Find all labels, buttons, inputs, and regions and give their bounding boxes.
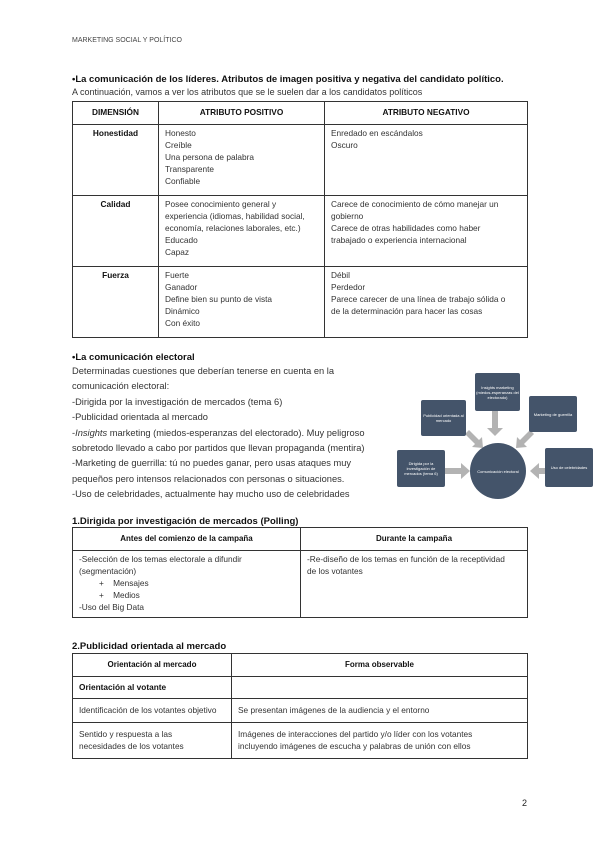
cell-line: -Uso del Big Data xyxy=(79,601,145,612)
negative-cell xyxy=(325,125,528,196)
cell-line: Ganador xyxy=(165,281,198,292)
text-line: -Marketing de guerrilla: tú no puedes ganar, pero usas ataques muy xyxy=(72,458,352,469)
insights-em: Insights xyxy=(75,427,108,438)
positive-cell xyxy=(159,125,325,196)
col-header: ATRIBUTO NEGATIVO xyxy=(325,102,528,125)
cell-line: Sentido y respuesta a las xyxy=(79,728,173,739)
cell-line: Carece de otras habilidades como haber xyxy=(331,222,481,233)
cell-line: gobierno xyxy=(331,210,364,221)
cell-line: Con éxito xyxy=(165,317,201,328)
cell-line: incluyendo imágenes de escucha y palabras de unión con ellos xyxy=(238,740,471,751)
page-number: 2 xyxy=(522,798,528,808)
cell-line: Enredado en escándalos xyxy=(331,128,423,138)
diagram-node-publicidad: Publicidad orientada al mercado xyxy=(421,400,466,436)
cell-line: necesidades de los votantes xyxy=(79,740,184,751)
diagram-node-celebridades: Uso de celebridades xyxy=(545,448,593,487)
attributes-table xyxy=(72,101,528,338)
electoral-text xyxy=(72,364,392,503)
bullet-item: + Mensajes xyxy=(99,577,149,588)
section-title-publicidad: 2.Publicidad orientada al mercado xyxy=(72,641,227,652)
cell-line: Perdedor xyxy=(331,281,366,292)
section-title-polling: 1.Dirigida por investigación de mercados (Polling) xyxy=(72,516,299,527)
cell-line: de los votantes xyxy=(307,565,363,576)
dimension-cell: Honestidad xyxy=(73,125,159,196)
cell-line: -Re-diseño de los temas en función de la receptividad xyxy=(307,554,505,564)
table-row xyxy=(73,196,528,267)
positive-cell xyxy=(159,267,325,338)
cell-line: Una persona de palabra xyxy=(165,151,255,162)
during-cell xyxy=(301,551,528,618)
intro-text: A continuación, vamos a ver los atributos que se le suelen dar a los candidatos políticos xyxy=(72,87,423,97)
col-header: DIMENSIÓN xyxy=(73,102,159,125)
cell-line: Define bien su punto de vista xyxy=(165,293,273,304)
cell-line: Posee conocimiento general y xyxy=(165,199,277,209)
orientation-cell xyxy=(73,699,232,723)
cell-line: (segmentación) xyxy=(79,565,137,576)
insights-rest: marketing (miedos-esperanzas del electorado). Muy peligroso xyxy=(107,427,365,438)
cell-line: Creíble xyxy=(165,139,192,150)
observable-cell xyxy=(232,699,528,723)
orientation-cell xyxy=(73,723,232,759)
diagram-center: Comunicación electoral xyxy=(470,443,526,499)
dimension-cell: Fuerza xyxy=(73,267,159,338)
negative-cell xyxy=(325,267,528,338)
cell-line: economía, relaciones laborales, etc.) xyxy=(165,222,301,233)
text-line: comunicación electoral: xyxy=(72,381,170,392)
cell-line: Oscuro xyxy=(331,139,358,150)
diagram-node-insights: Insights marketing (miedos-esperanzas del electorado) xyxy=(475,373,520,411)
table-row xyxy=(73,723,528,759)
cell-line: Confiable xyxy=(165,175,201,186)
cell-line: Débil xyxy=(331,270,350,280)
cell-line: Carece de conocimiento de cómo manejar un xyxy=(331,199,499,209)
diagram-node-guerrilla: Marketing de guerrilla xyxy=(529,396,577,432)
electoral-diagram xyxy=(395,368,588,498)
cell-line: Identificación de los votantes objetivo xyxy=(79,704,217,715)
col-header: Antes del comienzo de la campaña xyxy=(73,528,301,551)
cell-line: -Selección de los temas electorale a difundir xyxy=(79,554,242,564)
market-orientation-table xyxy=(72,653,528,759)
text-line: -Dirigida por la investigación de mercados (tema 6) xyxy=(72,396,283,407)
polling-table xyxy=(72,527,528,618)
diagram-node-polling: Dirigida por la investigación de mercados (tema 6) xyxy=(397,450,445,487)
table-row xyxy=(73,125,528,196)
empty-cell xyxy=(232,677,528,699)
cell-line: Honesto xyxy=(165,128,196,138)
running-header: MARKETING SOCIAL Y POLÍTICO xyxy=(72,37,182,44)
col-header: ATRIBUTO POSITIVO xyxy=(159,102,325,125)
section-title-leaders: •La comunicación de los líderes. Atributos de imagen positiva y negativa del candidato político. xyxy=(72,74,504,85)
before-cell xyxy=(73,551,301,618)
negative-cell xyxy=(325,196,528,267)
bullet-text: Medios xyxy=(113,589,140,600)
cell-line: trabajado o experiencia internacional xyxy=(331,234,467,245)
text-line: pequeños pero intensos relacionados con personas o situaciones. xyxy=(72,473,345,484)
text-line: sobretodo llevado a cabo por partidos que llevan propaganda (mentira) xyxy=(72,443,365,454)
bullet-text: Mensajes xyxy=(113,577,149,588)
cell-line: Fuerte xyxy=(165,270,189,280)
bullet-item: + Medios xyxy=(99,589,140,600)
cell-line: Transparente xyxy=(165,163,215,174)
cell-line: Dinámico xyxy=(165,305,200,316)
cell-line: experiencia (idiomas, habilidad social, xyxy=(165,210,305,221)
col-header: Durante la campaña xyxy=(301,528,528,551)
positive-cell xyxy=(159,196,325,267)
col-header: Forma observable xyxy=(232,654,528,677)
observable-cell xyxy=(232,723,528,759)
cell-line: Imágenes de interacciones del partido y/o líder con los votantes xyxy=(238,728,473,739)
section-title-electoral: •La comunicación electoral xyxy=(72,352,195,363)
cell-line: Capaz xyxy=(165,246,189,257)
cell-line: Parece carecer de una línea de trabajo sólida o xyxy=(331,293,506,304)
dimension-cell: Calidad xyxy=(73,196,159,267)
subheader-cell: Orientación al votante xyxy=(73,677,232,699)
cell-line: de la determinación para hacer las cosas xyxy=(331,305,483,316)
text-line: Determinadas cuestiones que deberían tenerse en cuenta en la xyxy=(72,366,335,376)
text-line: -Uso de celebridades, actualmente hay mucho uso de celebridades xyxy=(72,489,350,500)
col-header: Orientación al mercado xyxy=(73,654,232,677)
table-row xyxy=(73,267,528,338)
text-line: -Publicidad orientada al mercado xyxy=(72,412,208,423)
cell-line: Educado xyxy=(165,234,198,245)
table-row xyxy=(73,699,528,723)
text-line: -Insights marketing (miedos-esperanzas del electorado). Muy peligroso xyxy=(72,427,365,438)
cell-line: Se presentan imágenes de la audiencia y el entorno xyxy=(238,704,430,715)
